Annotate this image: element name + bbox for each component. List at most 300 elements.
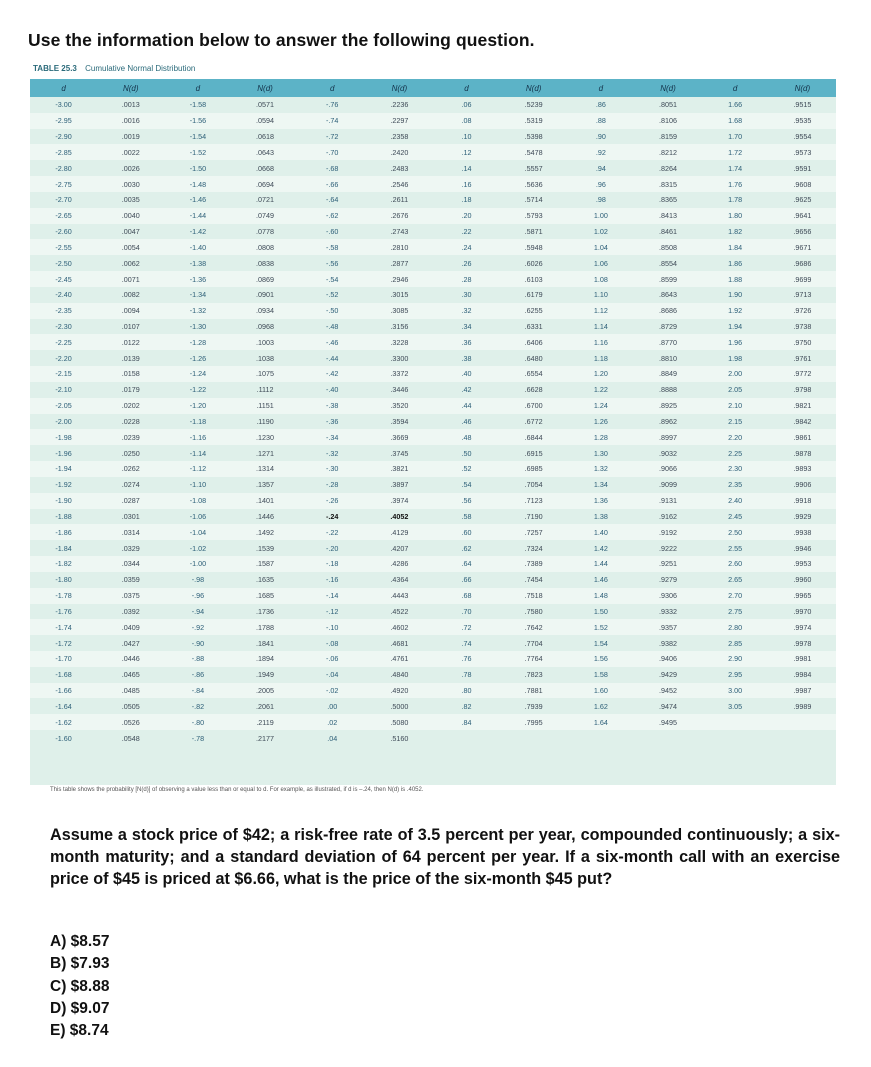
- cell-d: 1.90: [728, 290, 743, 300]
- option-a[interactable]: A) $8.57: [50, 933, 110, 950]
- cell-nd: .9761: [793, 353, 812, 363]
- cell-nd: .8729: [658, 322, 677, 331]
- cell-nd: .9984: [793, 670, 812, 680]
- cell-d: -2.05: [30, 398, 97, 414]
- cell-nd: .6179: [524, 290, 543, 300]
- cell-nd: .7389: [500, 556, 567, 572]
- cell-nd: .1230: [231, 429, 298, 445]
- cell-nd: .0485: [97, 683, 164, 699]
- cell-d: 1.86: [728, 258, 743, 268]
- cell-d: 1.08: [567, 271, 634, 287]
- cell-d: .86: [595, 100, 606, 110]
- cell-d: .90: [595, 132, 606, 142]
- cell-d: -.36: [326, 416, 339, 426]
- cell-nd: .1151: [231, 398, 298, 414]
- cell-nd: .9938: [769, 524, 836, 540]
- cell-nd: [634, 730, 701, 746]
- cell-nd: .1587: [231, 556, 298, 572]
- table-row: [30, 97, 836, 113]
- cell-d: -1.14: [189, 448, 207, 458]
- cell-d: -2.65: [30, 208, 97, 224]
- cell-nd: .8962: [658, 416, 677, 426]
- cell-nd: .0427: [121, 638, 140, 648]
- cell-nd: .0122: [97, 334, 164, 350]
- cell-nd: .7324: [524, 543, 543, 553]
- cell-nd: .9821: [769, 398, 836, 414]
- table-row: [30, 144, 836, 160]
- cell-d: -.20: [326, 543, 339, 553]
- cell-nd: .5948: [500, 239, 567, 255]
- cell-d: .60: [433, 524, 500, 540]
- header-d: d: [299, 79, 366, 97]
- cell-nd: .0505: [121, 701, 140, 711]
- cell-d: -1.32: [164, 303, 231, 319]
- table-row: [30, 287, 836, 303]
- cell-nd: .2061: [256, 701, 275, 711]
- table-row: [30, 224, 836, 240]
- cell-nd: .1539: [256, 543, 275, 553]
- header-nd: N(d): [231, 79, 298, 97]
- cell-nd: .8264: [658, 163, 677, 173]
- cell-nd: .0838: [256, 258, 275, 268]
- header-nd: N(d): [97, 79, 164, 97]
- table-row: [30, 429, 836, 445]
- cell-d: -1.28: [164, 334, 231, 350]
- cell-d: 1.76: [702, 176, 769, 192]
- cell-d: [702, 714, 769, 730]
- cell-nd: .7190: [524, 511, 543, 521]
- cell-d: 1.80: [702, 208, 769, 224]
- cell-nd: .9131: [634, 493, 701, 509]
- cell-nd: .2420: [366, 144, 433, 160]
- cell-nd: .4129: [366, 524, 433, 540]
- cell-nd: .0314: [97, 524, 164, 540]
- table-row: [30, 113, 836, 129]
- cell-nd: .0035: [121, 195, 140, 205]
- cell-d: -2.80: [55, 163, 72, 173]
- cell-d: -.60: [326, 227, 339, 237]
- cell-d: 1.60: [567, 683, 634, 699]
- cell-d: -2.20: [55, 353, 72, 363]
- cell-d: 2.45: [728, 511, 743, 521]
- table-body: [30, 97, 836, 746]
- cell-nd: .9713: [793, 290, 812, 300]
- cell-nd: [769, 730, 836, 746]
- option-e[interactable]: E) $8.74: [50, 1022, 109, 1040]
- cell-nd: .9893: [769, 461, 836, 477]
- cell-d: -1.54: [189, 132, 207, 142]
- option-b[interactable]: B) $7.93: [50, 955, 110, 973]
- cell-d: .66: [461, 575, 472, 585]
- cell-nd: .0026: [121, 163, 140, 173]
- cell-d: 2.10: [702, 398, 769, 414]
- cell-d: 1.22: [593, 385, 608, 395]
- cell-nd: .3446: [390, 385, 409, 395]
- cell-d: -.02: [299, 683, 366, 699]
- cell-d: -2.90: [55, 132, 72, 142]
- header-d: d: [702, 79, 769, 97]
- cell-nd: .9671: [769, 239, 836, 255]
- question-text: Assume a stock price of $42; a risk-free rate of 3.5 percent per year, compounded continuously; a six-month maturity; and a standard deviation of 64 percent per year. If a six-month call with an exercise price of $45 is priced at $6.66, what is the price of the six-month $45 put?: [50, 826, 840, 888]
- cell-d: .34: [461, 322, 472, 331]
- cell-nd: .0359: [121, 575, 140, 585]
- cell-d: -.22: [299, 524, 366, 540]
- cell-nd: .7995: [500, 714, 567, 730]
- cell-nd: .2946: [366, 271, 433, 287]
- cell-nd: .4681: [390, 638, 409, 648]
- header-d: d: [30, 79, 97, 97]
- cell-nd: .9535: [769, 113, 836, 129]
- cell-d: -.78: [191, 733, 205, 743]
- cell-nd: .9970: [793, 606, 812, 616]
- cell-nd: .0301: [121, 511, 140, 521]
- cell-d: .54: [461, 480, 472, 490]
- cell-nd: .6628: [524, 385, 543, 395]
- cell-nd: .2676: [366, 208, 433, 224]
- cell-d: -1.90: [30, 493, 97, 509]
- cell-d: .10: [461, 132, 472, 142]
- cell-nd: .9750: [769, 334, 836, 350]
- cell-d: .20: [433, 208, 500, 224]
- cell-nd: .6255: [500, 303, 567, 319]
- cell-d: 2.35: [728, 480, 743, 490]
- cell-nd: .0179: [121, 385, 140, 395]
- cell-d: -1.08: [164, 493, 231, 509]
- cell-nd: .9032: [658, 448, 677, 458]
- cell-d: 1.38: [593, 511, 608, 521]
- table-row: [30, 524, 836, 540]
- cell-d: 1.58: [593, 670, 608, 680]
- cell-nd: .2177: [256, 733, 275, 743]
- cell-nd: .0749: [231, 208, 298, 224]
- cell-d: 1.12: [567, 303, 634, 319]
- cell-d: 1.62: [593, 701, 608, 711]
- cell-d: -2.30: [55, 322, 72, 331]
- cell-nd: .8461: [658, 227, 677, 237]
- table-caption: [33, 64, 195, 73]
- cell-d: .56: [433, 493, 500, 509]
- cell-nd: .8554: [658, 258, 677, 268]
- cell-nd: .8051: [658, 100, 677, 110]
- cell-nd: .5319: [500, 113, 567, 129]
- cell-d: 1.06: [593, 258, 608, 268]
- cell-nd: .0329: [121, 543, 140, 553]
- cell-nd: .7939: [524, 701, 543, 711]
- cell-nd: .9918: [769, 493, 836, 509]
- cell-d: 2.50: [702, 524, 769, 540]
- cell-d: 1.30: [593, 448, 608, 458]
- cell-nd: .6406: [500, 334, 567, 350]
- cell-nd: .9656: [793, 227, 812, 237]
- cell-d: -.48: [326, 322, 339, 331]
- cell-nd: .9554: [793, 132, 812, 142]
- cell-d: -1.58: [189, 100, 207, 110]
- cell-nd: .3372: [366, 366, 433, 382]
- cell-d: .74: [461, 638, 472, 648]
- cell-nd: .8810: [658, 353, 677, 363]
- page-heading: Use the information below to answer the following question.: [28, 30, 535, 50]
- cell-nd: .0869: [231, 271, 298, 287]
- cell-nd: .2743: [390, 227, 409, 237]
- cell-d: -.66: [299, 176, 366, 192]
- cell-nd: .0901: [256, 290, 275, 300]
- cell-d: -1.56: [164, 113, 231, 129]
- cell-nd: .9591: [793, 163, 812, 173]
- cell-nd: .5478: [500, 144, 567, 160]
- cell-nd: .3085: [366, 303, 433, 319]
- cell-d: 1.00: [567, 208, 634, 224]
- cell-nd: .0202: [97, 398, 164, 414]
- cell-nd: .1038: [256, 353, 275, 363]
- cell-d: 1.68: [702, 113, 769, 129]
- cell-d: -.34: [299, 429, 366, 445]
- cell-d: -1.12: [164, 461, 231, 477]
- cell-d: -.76: [326, 100, 339, 110]
- cell-nd: .9452: [634, 683, 701, 699]
- cell-nd: .7704: [524, 638, 543, 648]
- cell-d: .72: [433, 619, 500, 635]
- cell-d: -1.80: [55, 575, 72, 585]
- cell-nd: .9357: [634, 619, 701, 635]
- table-row: [30, 683, 836, 699]
- cell-nd: .0287: [97, 493, 164, 509]
- cell-d: -1.70: [30, 651, 97, 667]
- cell-nd: .0071: [97, 271, 164, 287]
- cell-nd: .6331: [524, 322, 543, 331]
- cell-nd: .3821: [366, 461, 433, 477]
- option-c[interactable]: C) $8.88: [50, 977, 110, 995]
- table-row: [30, 255, 836, 271]
- cell-nd: .7881: [500, 683, 567, 699]
- table-row: [30, 271, 836, 287]
- cell-d: -1.44: [164, 208, 231, 224]
- cell-d: -1.16: [164, 429, 231, 445]
- cell-nd: .3520: [366, 398, 433, 414]
- cell-nd: .0047: [121, 227, 140, 237]
- cell-d: -1.38: [189, 258, 207, 268]
- cell-d: -1.48: [164, 176, 231, 192]
- table-row: [30, 398, 836, 414]
- cell-d: .76: [433, 651, 500, 667]
- cell-nd: .9974: [769, 619, 836, 635]
- table-row: [30, 350, 836, 366]
- cell-nd: .0019: [121, 132, 140, 142]
- cell-d: -.40: [326, 385, 339, 395]
- cell-nd: .9429: [658, 670, 677, 680]
- cell-nd: .8365: [658, 195, 677, 205]
- cell-d: 2.15: [728, 416, 743, 426]
- cell-d: .06: [461, 100, 472, 110]
- cell-nd: .6985: [500, 461, 567, 477]
- cell-nd: .0778: [256, 227, 275, 237]
- normal-distribution-table-container: [30, 79, 836, 785]
- cell-nd: .0228: [121, 416, 140, 426]
- cell-nd: .8643: [658, 290, 677, 300]
- cell-nd: .0968: [256, 322, 275, 331]
- cell-d: -.90: [191, 638, 205, 648]
- cell-nd: .0016: [97, 113, 164, 129]
- table-row: [30, 556, 836, 572]
- cell-nd: .5714: [524, 195, 543, 205]
- cell-d: .44: [433, 398, 500, 414]
- cell-d: -.98: [191, 575, 205, 585]
- cell-nd: .0526: [97, 714, 164, 730]
- cell-nd: .9382: [658, 638, 677, 648]
- cell-d: -1.84: [55, 543, 72, 553]
- cell-d: .28: [433, 271, 500, 287]
- option-d[interactable]: D) $9.07: [50, 999, 110, 1017]
- cell-d: -1.26: [189, 353, 207, 363]
- cell-nd: .9251: [634, 556, 701, 572]
- cell-d: -1.36: [164, 271, 231, 287]
- cell-nd: .9965: [769, 588, 836, 604]
- table-row: [30, 604, 836, 620]
- cell-d: -.56: [326, 258, 339, 268]
- cell-d: .98: [595, 195, 606, 205]
- cell-nd: .9099: [658, 480, 677, 490]
- cell-nd: .0013: [121, 100, 140, 110]
- answer-options: [50, 931, 109, 1042]
- table-row: [30, 730, 836, 746]
- cell-d: -.84: [164, 683, 231, 699]
- cell-nd: .9798: [793, 385, 812, 395]
- cell-d: 1.40: [567, 524, 634, 540]
- cell-d: -.04: [326, 670, 339, 680]
- cell-d: 2.00: [702, 366, 769, 382]
- cell-d: 1.72: [702, 144, 769, 160]
- cell-nd: .6103: [500, 271, 567, 287]
- cell-d: 2.05: [728, 385, 743, 395]
- cell-d: 1.82: [728, 227, 743, 237]
- cell-d: 1.26: [593, 416, 608, 426]
- cell-nd: [769, 714, 836, 730]
- table-row: [30, 509, 836, 525]
- cell-d: 1.64: [567, 714, 634, 730]
- cell-d: -1.04: [164, 524, 231, 540]
- cell-d: .50: [461, 448, 472, 458]
- cell-nd: .8888: [658, 385, 677, 395]
- cell-nd: .4602: [366, 619, 433, 635]
- cell-nd: .5636: [500, 176, 567, 192]
- cell-d: .84: [433, 714, 500, 730]
- cell-d: -2.55: [30, 239, 97, 255]
- cell-d: .82: [461, 701, 472, 711]
- cell-nd: .9066: [634, 461, 701, 477]
- cell-d: .24: [433, 239, 500, 255]
- cell-d: 2.65: [728, 575, 743, 585]
- cell-d: .08: [433, 113, 500, 129]
- cell-nd: .4920: [366, 683, 433, 699]
- cell-d: 1.20: [567, 366, 634, 382]
- table-row: [30, 239, 836, 255]
- cell-nd: .9989: [793, 701, 812, 711]
- cell-nd: .6480: [524, 353, 543, 363]
- cell-nd: .3156: [390, 322, 409, 331]
- cell-d: -2.00: [55, 416, 72, 426]
- cell-nd: .7823: [524, 670, 543, 680]
- cell-nd: .8159: [658, 132, 677, 142]
- header-d: d: [567, 79, 634, 97]
- cell-d: -1.50: [189, 163, 207, 173]
- cell-d: [702, 730, 769, 746]
- cell-nd: .0409: [97, 619, 164, 635]
- cell-nd: .0022: [97, 144, 164, 160]
- cell-nd: .6026: [524, 258, 543, 268]
- cell-nd: .8315: [634, 176, 701, 192]
- cell-d: -.64: [326, 195, 339, 205]
- cell-d: -1.20: [164, 398, 231, 414]
- cell-d: .62: [461, 543, 472, 553]
- cell-nd: .3594: [390, 416, 409, 426]
- cell-nd: .3228: [366, 334, 433, 350]
- normal-distribution-table: [30, 79, 836, 746]
- cell-nd: .0594: [231, 113, 298, 129]
- cell-d: -.96: [164, 588, 231, 604]
- cell-nd: .8925: [634, 398, 701, 414]
- table-row: [30, 635, 836, 651]
- table-row: [30, 698, 836, 714]
- cell-d: -1.98: [30, 429, 97, 445]
- cell-d: .48: [433, 429, 500, 445]
- cell-d: -.82: [191, 701, 205, 711]
- cell-d: -.28: [326, 480, 339, 490]
- cell-d: 1.70: [728, 132, 743, 142]
- table-row: [30, 572, 836, 588]
- cell-nd: .1492: [231, 524, 298, 540]
- cell-nd: .0694: [231, 176, 298, 192]
- cell-nd: .0808: [231, 239, 298, 255]
- cell-d: -.72: [326, 132, 339, 142]
- cell-nd: .5793: [500, 208, 567, 224]
- cell-nd: .1894: [231, 651, 298, 667]
- cell-d: 1.28: [567, 429, 634, 445]
- cell-d: -1.18: [189, 416, 207, 426]
- cell-d: -1.82: [30, 556, 97, 572]
- cell-nd: .9332: [658, 606, 677, 616]
- table-row: [30, 366, 836, 382]
- cell-nd: .8599: [634, 271, 701, 287]
- cell-d: .38: [461, 353, 472, 363]
- cell-d: -.30: [299, 461, 366, 477]
- cell-d: -.14: [299, 588, 366, 604]
- cell-d: [433, 730, 500, 746]
- cell-nd: .1949: [256, 670, 275, 680]
- cell-nd: .0571: [256, 100, 275, 110]
- cell-nd: .9842: [793, 416, 812, 426]
- table-title: Cumulative Normal Distribution: [85, 64, 196, 73]
- table-row: [30, 414, 836, 430]
- table-label: TABLE 25.3: [33, 64, 77, 73]
- cell-nd: .1314: [231, 461, 298, 477]
- cell-d: .16: [433, 176, 500, 192]
- cell-d: -1.74: [30, 619, 97, 635]
- cell-nd: .9929: [793, 511, 812, 521]
- cell-d: -1.94: [30, 461, 97, 477]
- cell-nd: .0446: [97, 651, 164, 667]
- cell-nd: .0040: [97, 208, 164, 224]
- header-d: d: [164, 79, 231, 97]
- cell-nd: .7054: [524, 480, 543, 490]
- cell-d: .32: [433, 303, 500, 319]
- table-header-row: [30, 79, 836, 97]
- cell-nd: .4443: [366, 588, 433, 604]
- cell-nd: .1112: [256, 385, 274, 395]
- cell-d: 1.46: [593, 575, 608, 585]
- cell-d: .88: [567, 113, 634, 129]
- cell-nd: .3669: [366, 429, 433, 445]
- cell-d: 1.92: [702, 303, 769, 319]
- cell-d: -1.72: [55, 638, 72, 648]
